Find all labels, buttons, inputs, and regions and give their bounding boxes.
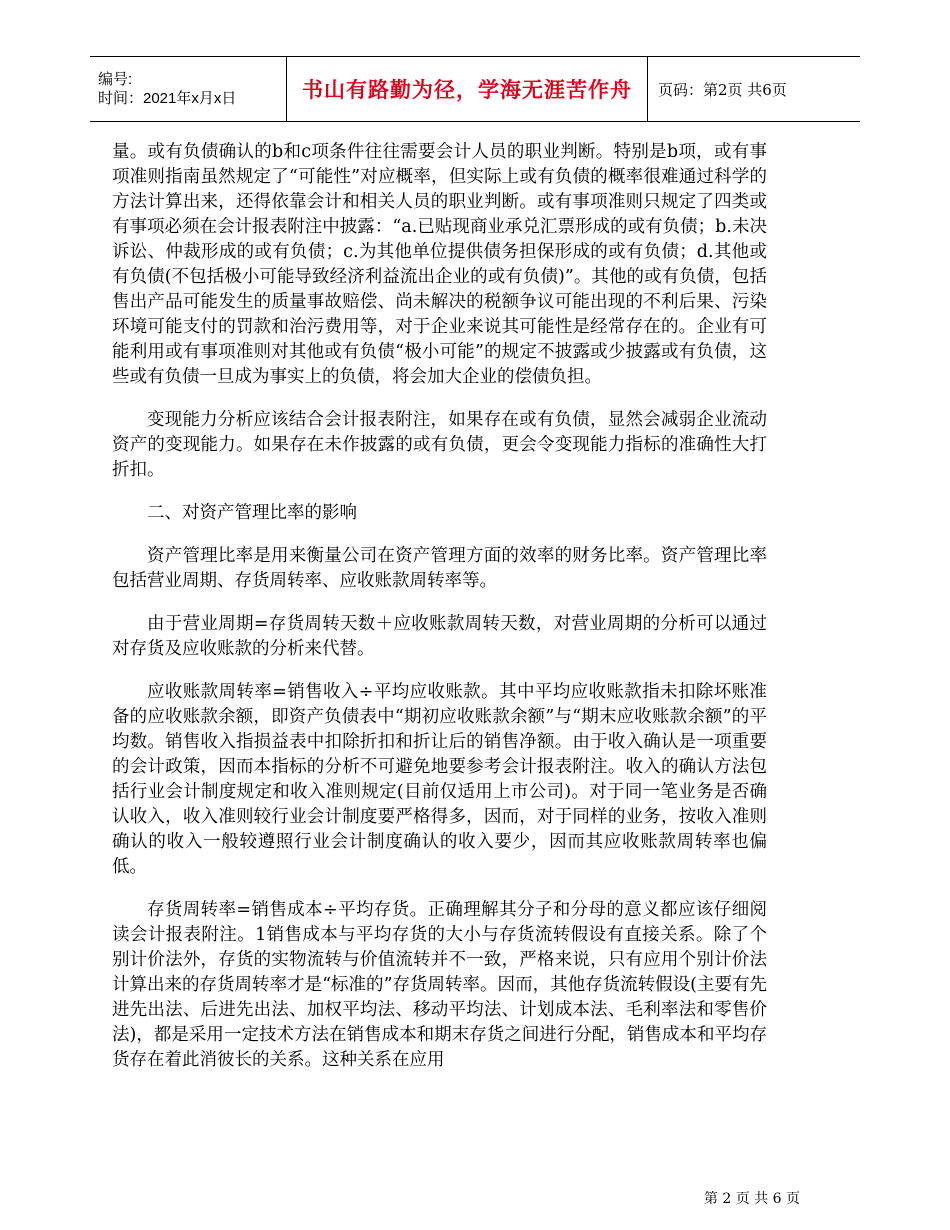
paragraph: 变现能力分析应该结合会计报表附注，如果存在或有负债，显然会减弱企业流动资产的变现能力。如果存在未作披露的或有负债，更会令变现能力指标的准确性大打折扣。 bbox=[112, 410, 767, 480]
header-page-info bbox=[648, 57, 860, 121]
section-heading: 二、对资产管理比率的影响 bbox=[147, 503, 357, 523]
paragraph: 量。或有负债确认的b和c项条件往往需要会计人员的职业判断。特别是b项，或有事项准则指南虽然规定了“可能性”对应概率，但实际上或有负债的概率很难通过科学的方法计算出来，还得依靠会计和相关人员的职业判断。或有事项准则只规定了四类或有事项必须在会计报表附注中披露：“a.已贴现商业承兑汇票形成的或有负债；b.未决诉讼、仲裁形成的或有负债；c.为其他单位提供债务担保形成的或有负债；d.其他或有负债(不包括极小可能导致经济利益流出企业的或有负债)”。其他的或有负债，包括售出产品可能发生的质量事故赔偿、尚未解决的税额争议可能出现的不利后果、污染环境可能支付的罚款和治污费用等，对于企业来说其可能性是经常存在的。企业有可能利用或有事项准则对其他或有负债“极小可能”的规定不披露或少披露或有负债，这些或有负债一旦成为事实上的负债，将会加大企业的偿债负担。 bbox=[112, 142, 767, 387]
header-motto bbox=[286, 57, 648, 121]
motto-text: 书山有路勤为径，学海无涯苦作舟 bbox=[302, 77, 632, 102]
page-info-text: 页码：第2页 共6页 bbox=[658, 80, 787, 99]
paragraph: 应收账款周转率=销售收入÷平均应收账款。其中平均应收账款指未扣除坏账准备的应收账款余额，即资产负债表中“期初应收账款余额”与“期末应收账款余额”的平均数。销售收入指损益表中扣除折扣和折让后的销售净额。由于收入确认是一项重要的会计政策，因而本指标的分析不可避免地要参考会计报表附注。收入的确认方法包括行业会计制度规定和收入准则规定(目前仅适用上市公司)。对于同一笔业务是否确认收入，收入准则较行业会计制度要严格得多，因而，对于同样的业务，按收入准则确认的收入一般较遵照行业会计制度确认的收入要少，因而其应收账款周转率也偏低。 bbox=[112, 682, 767, 877]
paragraph: 资产管理比率是用来衡量公司在资产管理方面的效率的财务比率。资产管理比率包括营业周期、存货周转率、应收账款周转率等。 bbox=[112, 546, 767, 591]
page-footer bbox=[0, 1188, 800, 1208]
document-body bbox=[112, 140, 767, 1091]
header-meta bbox=[90, 57, 286, 121]
paragraph: 由于营业周期=存货周转天数＋应收账款周转天数，对营业周期的分析可以通过对存货及应收账款的分析来代替。 bbox=[112, 614, 767, 659]
footer-page-number: 第 2 页 共 6 页 bbox=[703, 1191, 800, 1207]
document-time: 时间：2021年x月x日 bbox=[98, 90, 237, 107]
paragraph: 存货周转率=销售成本÷平均存货。正确理解其分子和分母的意义都应该仔细阅读会计报表附注。1销售成本与平均存货的大小与存货流转假设有直接关系。除了个别计价法外，存货的实物流转与价值流转并不一致，严格来说，只有应用个别计价法计算出来的存货周转率才是“标准的”存货周转率。因而，其他存货流转假设(主要有先进先出法、后进先出法、加权平均法、移动平均法、计划成本法、毛利率法和零售价法)，都是采用一定技术方法在销售成本和期末存货之间进行分配，销售成本和平均存货存在着此消彼长的关系。这种关系在应用 bbox=[112, 900, 767, 1070]
page-header bbox=[90, 56, 860, 122]
document-number-label: 编号: bbox=[98, 71, 133, 88]
